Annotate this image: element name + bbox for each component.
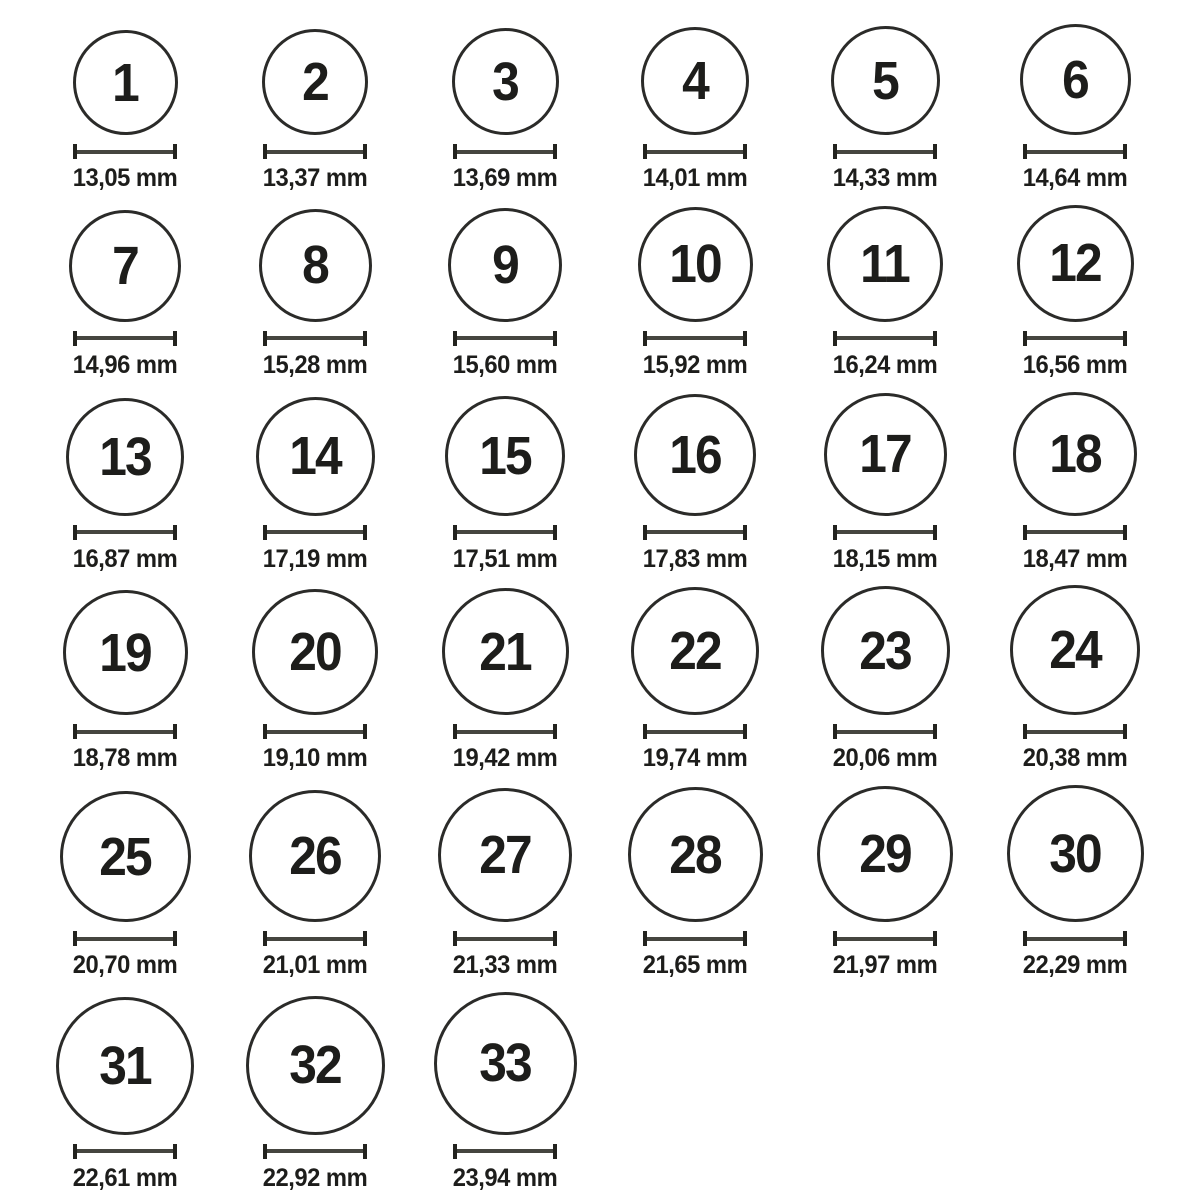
size-number: 30 xyxy=(1049,823,1101,884)
measure-bar xyxy=(647,730,743,734)
diameter-label: 23,94 mm xyxy=(452,1163,558,1192)
diameter-measure-line xyxy=(833,931,937,946)
diameter-label: 15,60 mm xyxy=(452,350,558,379)
diameter-measure-line xyxy=(263,144,367,159)
diameter-label: 18,78 mm xyxy=(72,744,178,773)
size-circle xyxy=(445,396,565,516)
diameter-label: 14,33 mm xyxy=(832,164,938,192)
chart-row xyxy=(30,992,1170,1193)
ring-size-item xyxy=(980,785,1170,980)
chart-row xyxy=(30,585,1170,773)
ring-size-item xyxy=(30,791,220,980)
ring-size-item xyxy=(600,587,790,773)
ring-size-item xyxy=(410,588,600,773)
ring-size-item xyxy=(790,393,980,574)
measure-bar xyxy=(267,1149,363,1153)
measure-tick-right-icon xyxy=(553,331,557,346)
size-number: 23 xyxy=(859,620,911,681)
measure-bar xyxy=(457,1149,553,1153)
measure-tick-right-icon xyxy=(933,144,937,159)
diameter-measure-line xyxy=(263,331,367,346)
diameter-label: 13,37 mm xyxy=(262,164,368,192)
size-circle xyxy=(631,587,759,715)
measure-tick-right-icon xyxy=(1123,525,1127,540)
measure-tick-right-icon xyxy=(363,144,367,159)
measure-tick-right-icon xyxy=(553,931,557,946)
diameter-measure-line xyxy=(833,144,937,159)
size-number: 19 xyxy=(99,622,151,683)
size-circle xyxy=(56,997,194,1135)
diameter-measure-line xyxy=(453,931,557,946)
ring-size-item xyxy=(220,209,410,380)
size-circle xyxy=(448,208,562,322)
ring-size-item xyxy=(790,26,980,193)
ring-size-item xyxy=(980,205,1170,380)
diameter-measure-line xyxy=(1023,331,1127,346)
size-number: 25 xyxy=(99,826,151,887)
measure-tick-right-icon xyxy=(363,931,367,946)
measure-bar xyxy=(647,336,743,340)
ring-size-item xyxy=(30,590,220,773)
diameter-label: 20,06 mm xyxy=(832,744,938,773)
diameter-label: 17,51 mm xyxy=(452,544,558,573)
ring-size-item xyxy=(30,997,220,1193)
measure-tick-right-icon xyxy=(173,525,177,540)
diameter-label: 13,69 mm xyxy=(452,164,558,192)
size-number: 13 xyxy=(99,426,151,487)
ring-size-item xyxy=(600,787,790,980)
size-number: 33 xyxy=(479,1033,531,1094)
diameter-label: 21,01 mm xyxy=(262,951,368,979)
measure-bar xyxy=(267,336,363,340)
size-circle xyxy=(252,589,378,715)
size-number: 2 xyxy=(302,52,328,112)
measure-bar xyxy=(647,937,743,941)
size-number: 29 xyxy=(859,824,911,884)
ring-size-item xyxy=(790,586,980,773)
size-number: 18 xyxy=(1049,423,1101,484)
diameter-measure-line xyxy=(643,331,747,346)
diameter-measure-line xyxy=(1023,525,1127,540)
diameter-label: 16,87 mm xyxy=(72,544,178,573)
ring-size-item xyxy=(220,29,410,193)
measure-bar xyxy=(1027,150,1123,154)
size-circle xyxy=(73,30,178,135)
size-circle xyxy=(641,27,749,135)
size-circle xyxy=(438,788,572,922)
diameter-measure-line xyxy=(453,724,557,739)
diameter-label: 18,15 mm xyxy=(832,544,938,573)
measure-tick-right-icon xyxy=(553,144,557,159)
measure-bar xyxy=(77,937,173,941)
measure-bar xyxy=(77,730,173,734)
diameter-label: 16,56 mm xyxy=(1022,350,1128,379)
diameter-measure-line xyxy=(73,331,177,346)
size-number: 28 xyxy=(669,824,721,885)
size-number: 14 xyxy=(289,426,341,486)
diameter-measure-line xyxy=(833,525,937,540)
size-number: 1 xyxy=(112,52,138,113)
ring-size-item xyxy=(220,790,410,980)
size-circle xyxy=(1017,205,1134,322)
size-number: 27 xyxy=(479,825,531,885)
size-number: 21 xyxy=(479,621,531,682)
diameter-measure-line xyxy=(833,724,937,739)
measure-bar xyxy=(77,1149,173,1153)
diameter-measure-line xyxy=(453,144,557,159)
measure-bar xyxy=(267,530,363,534)
measure-tick-right-icon xyxy=(1123,724,1127,739)
size-circle xyxy=(821,586,950,715)
diameter-measure-line xyxy=(73,1144,177,1159)
measure-tick-right-icon xyxy=(743,931,747,946)
measure-tick-right-icon xyxy=(743,331,747,346)
measure-tick-right-icon xyxy=(1123,144,1127,159)
size-number: 12 xyxy=(1049,233,1101,294)
size-circle xyxy=(1020,24,1131,135)
measure-bar xyxy=(837,530,933,534)
measure-bar xyxy=(77,150,173,154)
ring-size-item xyxy=(30,398,220,574)
ring-size-item xyxy=(30,210,220,380)
measure-bar xyxy=(1027,530,1123,534)
diameter-label: 17,83 mm xyxy=(642,544,748,573)
diameter-measure-line xyxy=(1023,931,1127,946)
ring-size-item xyxy=(600,27,790,193)
size-circle xyxy=(827,206,943,322)
diameter-measure-line xyxy=(1023,724,1127,739)
size-number: 26 xyxy=(289,826,341,886)
size-circle xyxy=(1010,585,1140,715)
ring-size-item xyxy=(410,208,600,380)
measure-bar xyxy=(837,730,933,734)
size-number: 5 xyxy=(872,50,898,111)
diameter-measure-line xyxy=(643,144,747,159)
diameter-measure-line xyxy=(643,931,747,946)
measure-tick-right-icon xyxy=(173,144,177,159)
diameter-measure-line xyxy=(263,724,367,739)
measure-tick-right-icon xyxy=(933,331,937,346)
measure-bar xyxy=(457,730,553,734)
size-circle xyxy=(246,996,385,1135)
measure-tick-right-icon xyxy=(363,724,367,739)
measure-tick-right-icon xyxy=(363,331,367,346)
diameter-measure-line xyxy=(453,525,557,540)
ring-size-item xyxy=(220,996,410,1193)
diameter-label: 13,05 mm xyxy=(72,164,178,192)
size-number: 9 xyxy=(492,234,518,295)
size-circle xyxy=(256,397,375,516)
measure-tick-right-icon xyxy=(173,724,177,739)
ring-size-item xyxy=(410,28,600,193)
measure-bar xyxy=(267,150,363,154)
diameter-label: 22,29 mm xyxy=(1022,951,1128,979)
diameter-label: 21,65 mm xyxy=(642,951,748,979)
diameter-measure-line xyxy=(263,931,367,946)
chart-row xyxy=(30,24,1170,193)
diameter-measure-line xyxy=(73,931,177,946)
measure-tick-right-icon xyxy=(1123,331,1127,346)
diameter-label: 15,28 mm xyxy=(262,350,368,379)
measure-bar xyxy=(77,530,173,534)
measure-bar xyxy=(647,530,743,534)
size-circle xyxy=(638,207,753,322)
measure-tick-right-icon xyxy=(173,1144,177,1159)
ring-size-item xyxy=(790,206,980,380)
measure-tick-right-icon xyxy=(553,525,557,540)
diameter-label: 16,24 mm xyxy=(832,350,938,379)
ring-size-item xyxy=(410,992,600,1193)
diameter-label: 15,92 mm xyxy=(642,350,748,379)
diameter-label: 17,19 mm xyxy=(262,544,368,573)
chart-row xyxy=(30,205,1170,380)
diameter-label: 14,96 mm xyxy=(72,350,178,379)
diameter-measure-line xyxy=(1023,144,1127,159)
diameter-measure-line xyxy=(263,525,367,540)
size-circle xyxy=(69,210,181,322)
diameter-measure-line xyxy=(263,1144,367,1159)
size-number: 4 xyxy=(682,51,708,111)
size-number: 17 xyxy=(859,424,911,484)
diameter-label: 19,42 mm xyxy=(452,744,558,773)
measure-tick-right-icon xyxy=(1123,931,1127,946)
measure-tick-right-icon xyxy=(553,724,557,739)
size-number: 11 xyxy=(860,233,910,294)
size-circle xyxy=(249,790,381,922)
ring-size-item xyxy=(410,788,600,980)
size-number: 10 xyxy=(669,234,721,295)
measure-bar xyxy=(1027,937,1123,941)
size-number: 7 xyxy=(112,235,138,296)
measure-tick-right-icon xyxy=(933,525,937,540)
chart-row xyxy=(30,785,1170,980)
measure-bar xyxy=(647,150,743,154)
measure-bar xyxy=(837,336,933,340)
diameter-measure-line xyxy=(643,724,747,739)
measure-bar xyxy=(1027,730,1123,734)
diameter-measure-line xyxy=(643,525,747,540)
diameter-measure-line xyxy=(453,1144,557,1159)
chart-row xyxy=(30,392,1170,574)
measure-bar xyxy=(1027,336,1123,340)
measure-bar xyxy=(457,150,553,154)
size-number: 16 xyxy=(669,424,721,485)
size-circle xyxy=(452,28,559,135)
size-circle xyxy=(1007,785,1144,922)
measure-tick-right-icon xyxy=(743,525,747,540)
diameter-label: 22,92 mm xyxy=(262,1163,368,1192)
measure-tick-right-icon xyxy=(173,931,177,946)
measure-tick-right-icon xyxy=(743,144,747,159)
diameter-measure-line xyxy=(453,331,557,346)
size-circle xyxy=(824,393,947,516)
size-circle xyxy=(434,992,577,1135)
measure-bar xyxy=(837,937,933,941)
size-circle xyxy=(634,394,756,516)
size-number: 22 xyxy=(669,621,721,682)
diameter-label: 20,70 mm xyxy=(72,951,178,979)
measure-tick-right-icon xyxy=(743,724,747,739)
ring-size-item xyxy=(790,786,980,980)
size-number: 8 xyxy=(302,235,328,296)
ring-size-item xyxy=(220,589,410,773)
diameter-label: 19,74 mm xyxy=(642,744,748,773)
measure-tick-right-icon xyxy=(363,525,367,540)
size-circle xyxy=(66,398,184,516)
measure-tick-right-icon xyxy=(173,331,177,346)
size-circle xyxy=(1013,392,1137,516)
size-number: 3 xyxy=(492,51,518,112)
size-number: 6 xyxy=(1062,49,1088,110)
ring-size-item xyxy=(980,585,1170,773)
measure-bar xyxy=(267,937,363,941)
size-number: 24 xyxy=(1049,620,1101,681)
measure-tick-right-icon xyxy=(933,931,937,946)
diameter-label: 18,47 mm xyxy=(1022,544,1128,573)
measure-bar xyxy=(457,336,553,340)
size-circle xyxy=(262,29,368,135)
measure-tick-right-icon xyxy=(363,1144,367,1159)
diameter-label: 19,10 mm xyxy=(262,744,368,773)
size-circle xyxy=(63,590,188,715)
measure-tick-right-icon xyxy=(933,724,937,739)
diameter-measure-line xyxy=(73,525,177,540)
size-circle xyxy=(259,209,372,322)
ring-size-item xyxy=(980,392,1170,574)
diameter-label: 20,38 mm xyxy=(1022,744,1128,773)
ring-size-item xyxy=(600,394,790,574)
ring-size-item xyxy=(600,207,790,380)
size-circle xyxy=(817,786,953,922)
ring-size-item xyxy=(30,30,220,193)
measure-bar xyxy=(457,937,553,941)
measure-bar xyxy=(267,730,363,734)
measure-tick-right-icon xyxy=(553,1144,557,1159)
ring-size-item xyxy=(220,397,410,574)
diameter-measure-line xyxy=(833,331,937,346)
diameter-label: 22,61 mm xyxy=(72,1163,178,1192)
diameter-label: 14,64 mm xyxy=(1022,164,1128,192)
ring-size-item xyxy=(980,24,1170,193)
size-number: 15 xyxy=(479,425,531,486)
size-number: 20 xyxy=(289,622,341,683)
size-circle xyxy=(628,787,763,922)
size-circle xyxy=(442,588,569,715)
ring-size-chart xyxy=(30,0,1170,1193)
size-number: 31 xyxy=(99,1035,151,1096)
measure-bar xyxy=(837,150,933,154)
measure-bar xyxy=(457,530,553,534)
size-number: 32 xyxy=(289,1035,341,1096)
diameter-label: 14,01 mm xyxy=(642,164,748,192)
measure-bar xyxy=(77,336,173,340)
diameter-measure-line xyxy=(73,724,177,739)
size-circle xyxy=(831,26,940,135)
diameter-label: 21,97 mm xyxy=(832,951,938,979)
size-circle xyxy=(60,791,191,922)
diameter-label: 21,33 mm xyxy=(452,951,558,979)
ring-size-item xyxy=(410,396,600,574)
diameter-measure-line xyxy=(73,144,177,159)
